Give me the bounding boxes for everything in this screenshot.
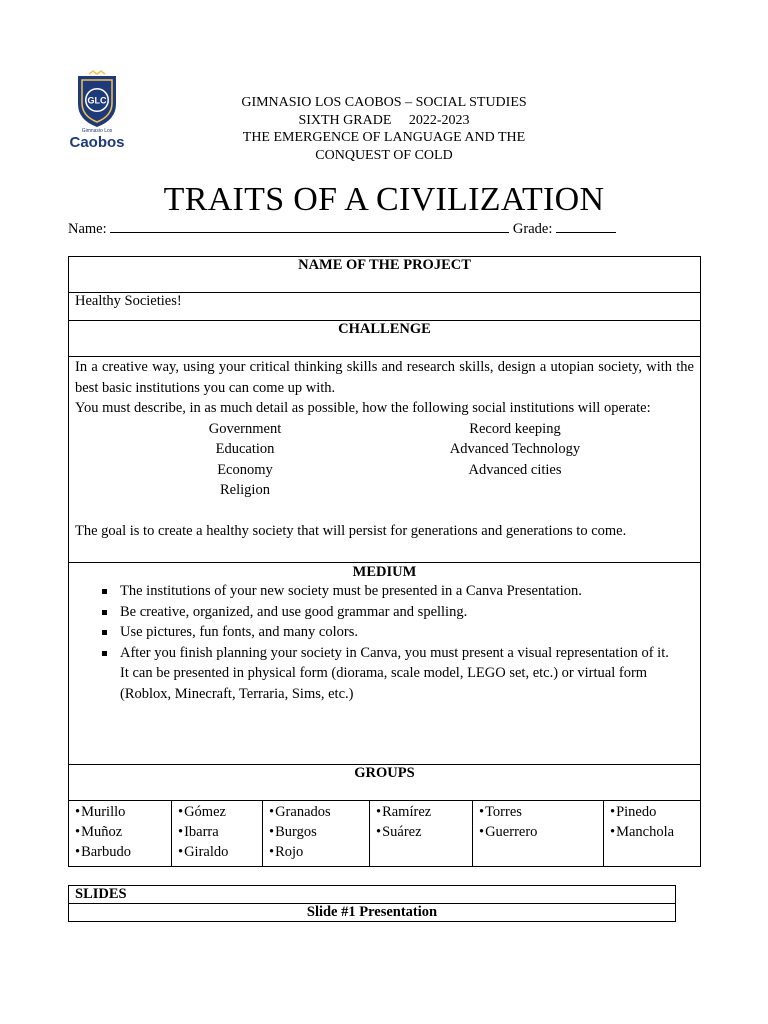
group-member: • Gómez bbox=[178, 802, 258, 822]
group-member: • Granados bbox=[269, 802, 365, 822]
slides-header: SLIDES bbox=[69, 886, 676, 904]
group-member: • Ramírez bbox=[376, 802, 468, 822]
group-member: • Muñoz bbox=[75, 822, 167, 842]
institutions-list bbox=[75, 419, 694, 501]
group-member: • Murillo bbox=[75, 802, 167, 822]
institution-item: Government bbox=[208, 420, 282, 437]
challenge-body bbox=[69, 357, 701, 563]
institutions-left bbox=[75, 419, 415, 501]
slides-table bbox=[68, 885, 676, 922]
header-line-3: THE EMERGENCE OF LANGUAGE AND THE bbox=[242, 130, 526, 145]
shield-icon bbox=[66, 70, 128, 130]
group-cell bbox=[172, 801, 263, 867]
institution-item: Education bbox=[215, 441, 275, 457]
logo-monogram: GLC bbox=[87, 95, 107, 106]
medium-header: MEDIUM bbox=[352, 564, 417, 580]
institution-item: Advanced Technology bbox=[449, 441, 581, 457]
challenge-paragraph-1: In a creative way, using your critical thinking skills and research skills, design a utopian society, with the best basic institutions you can come up with. bbox=[75, 359, 694, 396]
logo-caption: Caobos bbox=[69, 134, 125, 151]
medium-list bbox=[75, 581, 694, 704]
group-cell bbox=[263, 801, 370, 867]
group-cell bbox=[473, 801, 604, 867]
challenge-header: CHALLENGE bbox=[69, 321, 701, 357]
document-header bbox=[200, 94, 568, 164]
project-name-value: Healthy Societies! bbox=[69, 293, 701, 321]
name-grade-row bbox=[68, 220, 616, 238]
institution-item: Advanced cities bbox=[468, 461, 562, 478]
group-member: • Torres bbox=[479, 802, 599, 822]
header-line-4: CONQUEST OF COLD bbox=[315, 147, 453, 163]
group-member: • Pinedo bbox=[610, 802, 696, 822]
name-label: Name: bbox=[68, 221, 107, 237]
group-member: • Barbudo bbox=[75, 842, 167, 862]
group-member: • Rojo bbox=[269, 842, 365, 862]
group-cell bbox=[604, 801, 701, 867]
name-field[interactable] bbox=[110, 220, 509, 233]
medium-section bbox=[69, 563, 701, 765]
group-cell bbox=[370, 801, 473, 867]
group-member: • Giraldo bbox=[178, 842, 258, 862]
page-title: TRAITS OF A CIVILIZATION bbox=[163, 181, 605, 218]
challenge-goal: The goal is to create a healthy society that will persist for generations and generations to come. bbox=[75, 522, 627, 539]
institutions-right bbox=[415, 419, 615, 501]
medium-bullet: The institutions of your new society must be presented in a Canva Presentation. bbox=[120, 581, 694, 602]
grade-label: Grade: bbox=[512, 221, 553, 237]
project-table bbox=[68, 256, 701, 801]
group-cell bbox=[69, 801, 172, 867]
medium-bullet: Use pictures, fun fonts, and many colors. bbox=[120, 622, 694, 643]
logo-caption-small: Gimnasio Los bbox=[81, 128, 113, 134]
grade-field[interactable] bbox=[556, 220, 616, 233]
header-line-2: SIXTH GRADE 2022-2023 bbox=[298, 112, 470, 128]
project-name-header: NAME OF THE PROJECT bbox=[69, 257, 701, 293]
institution-item: Religion bbox=[220, 482, 270, 498]
institution-item: Record keeping bbox=[469, 420, 561, 437]
groups-header: GROUPS bbox=[69, 765, 701, 801]
slide-1-title: Slide #1 Presentation bbox=[69, 904, 676, 922]
group-member: • Burgos bbox=[269, 822, 365, 842]
group-member: • Ibarra bbox=[178, 822, 258, 842]
challenge-paragraph-2: You must describe, in as much detail as possible, how the following social institutions will operate: bbox=[75, 400, 651, 416]
header-line-1: GIMNASIO LOS CAOBOS – SOCIAL STUDIES bbox=[241, 95, 527, 110]
group-member: • Suárez bbox=[376, 822, 468, 842]
groups-table bbox=[68, 800, 701, 867]
group-member: • Guerrero bbox=[479, 822, 599, 842]
institution-item: Economy bbox=[217, 461, 273, 478]
medium-bullet: Be creative, organized, and use good grammar and spelling. bbox=[120, 602, 694, 623]
medium-bullet: After you finish planning your society in Canva, you must present a visual representation of it. It can be presented in physical form (diorama, scale model, LEGO set, etc.) or virtual form (Roblox, Minecraft, Terraria, Sims, etc.) bbox=[120, 643, 694, 705]
group-member: • Manchola bbox=[610, 822, 696, 842]
